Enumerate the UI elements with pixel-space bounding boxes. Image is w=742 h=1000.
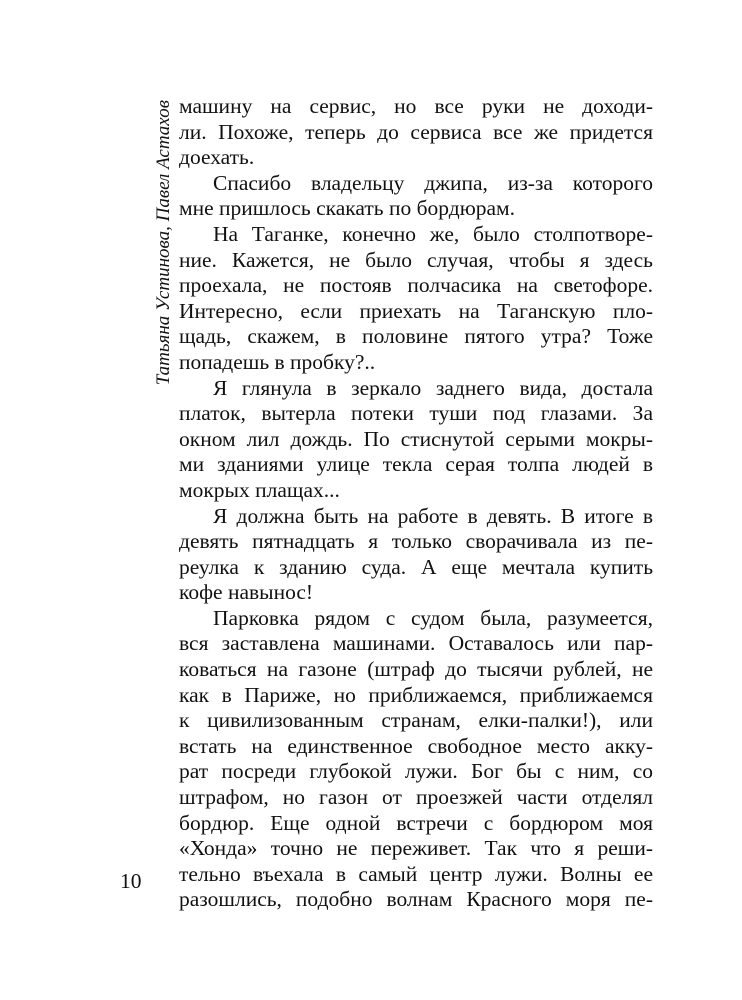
- text-line: мне пришлось скакать по бордюрам.: [179, 196, 516, 221]
- text-line: проехала, не постояв полчасика на светофоре.: [179, 273, 653, 298]
- text-line: мокрых плащах...: [179, 477, 340, 502]
- text-line: тельно въехала в самый центр лужи. Волны ее: [179, 861, 653, 886]
- text-line: доехать.: [179, 145, 255, 170]
- body-text: [179, 94, 653, 913]
- running-head: Татьяна Устинова, Павел Астахов: [153, 100, 174, 386]
- text-line: рат посреди глубокой лужи. Бог бы с ним, со: [179, 759, 653, 784]
- text-line: На Таганке, конечно же, было столпотворе-: [213, 221, 653, 246]
- text-line: Спасибо владельцу джипа, из-за которого: [213, 170, 653, 195]
- text-line: платок, вытерла потеки туши под глазами. За: [179, 401, 653, 426]
- text-line: разошлись, подобно волнам Красного моря пе-: [179, 887, 653, 912]
- text-line: окном лил дождь. По стиснутой серыми мокры-: [179, 426, 653, 451]
- text-line: бордюр. Еще одной встречи с бордюром моя: [179, 810, 653, 835]
- text-line: машину на сервис, но все руки не доходи-: [179, 94, 653, 118]
- text-line: «Хонда» точно не переживет. Так что я реши-: [179, 836, 653, 861]
- text-line: попадешь в пробку?..: [179, 349, 376, 374]
- text-line: Я должна быть на работе в девять. В итоге в: [213, 503, 653, 528]
- text-line: кофе навынос!: [179, 580, 314, 605]
- text-line: коваться на газоне (штраф до тысячи рублей, не: [179, 657, 653, 682]
- text-line: ли. Похоже, теперь до сервиса все же придется: [179, 119, 653, 144]
- text-line: как в Париже, но приближаемся, приближаемся: [179, 682, 653, 707]
- text-line: девять пятнадцать я только сворачивала из пе-: [179, 529, 653, 554]
- page-number: 10: [120, 869, 142, 893]
- text-line: ние. Кажется, не было случая, чтобы я здесь: [179, 247, 653, 272]
- text-line: встать на единственное свободное место акку-: [179, 733, 653, 758]
- text-line: ми зданиями улице текла серая толпа людей в: [179, 452, 653, 477]
- text-line: штрафом, но газон от проезжей части отделял: [179, 785, 653, 810]
- text-line: к цивилизованным странам, елки-палки!), или: [179, 708, 653, 733]
- text-line: реулка к зданию суда. А еще мечтала купить: [179, 554, 653, 579]
- text-line: Я глянула в зеркало заднего вида, достала: [213, 375, 653, 400]
- text-line: Интересно, если приехать на Таганскую пло-: [179, 298, 653, 323]
- text-line: Парковка рядом с судом была, разумеется,: [213, 605, 653, 630]
- text-line: щадь, скажем, в половине пятого утра? Тоже: [179, 324, 653, 349]
- text-line: вся заставлена машинами. Оставалось или пар-: [179, 631, 653, 656]
